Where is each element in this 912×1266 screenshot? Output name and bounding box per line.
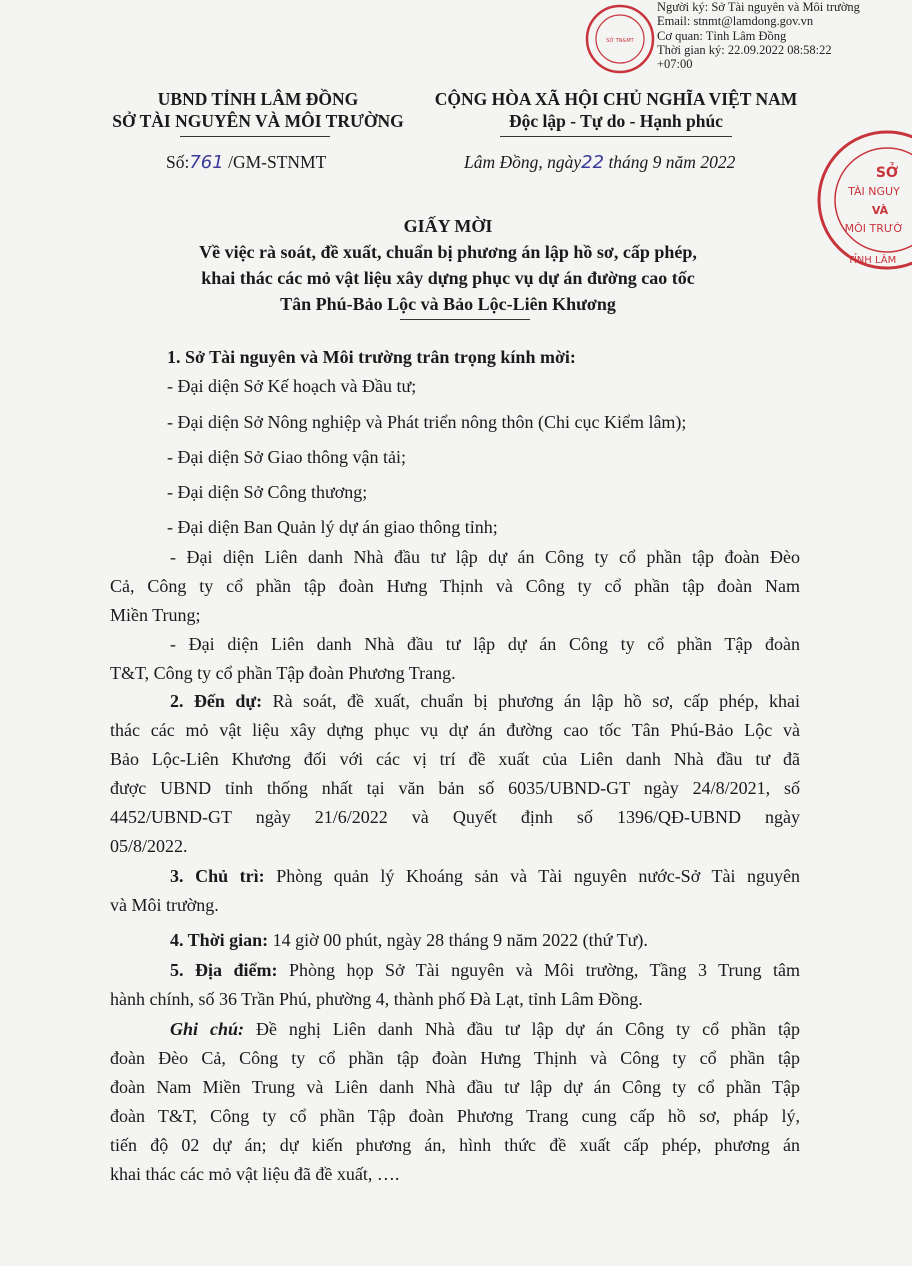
section4-label: 4. Thời gian:: [170, 930, 269, 950]
section3-label: 3. Chủ trì:: [170, 866, 265, 886]
number-suffix: /GM-STNMT: [223, 152, 327, 172]
note-line3: đoàn Nam Miền Trung và Liên danh Nhà đầu tư lập dự án Công ty cổ phần Tập: [110, 1077, 800, 1097]
note-line6: khai thác các mỏ vật liệu đã đề xuất, ….: [110, 1164, 400, 1184]
invitee-4: - Đại diện Sở Công thương;: [167, 482, 368, 502]
signature-signer: Người ký: Sở Tài nguyên và Môi trường: [657, 0, 860, 14]
nation-motto: Độc lập - Tự do - Hạnh phúc: [509, 111, 723, 131]
section2-line6: 05/8/2022.: [110, 836, 188, 856]
section2-line4: được UBND tỉnh thống nhất tại văn bản số 6035/UBND-GT ngày 24/8/2021, số: [110, 778, 800, 798]
section2-line1: 2. Đến dự: Rà soát, đề xuất, chuẩn bị phương án lập hồ sơ, cấp phép, khai: [170, 691, 800, 711]
section1-heading: 1. Sở Tài nguyên và Môi trường trân trọng kính mời:: [167, 347, 576, 367]
digital-signature-info: [657, 0, 860, 71]
note-line2: đoàn Đèo Cả, Công ty cổ phần tập đoàn Hưng Thịnh và Công ty cổ phần tập: [110, 1048, 800, 1068]
issuer-underline: [180, 136, 330, 137]
number-prefix: Số:: [166, 152, 190, 172]
note-line1: Ghi chú: Đề nghị Liên danh Nhà đầu tư lập dự án Công ty cổ phần tập: [170, 1019, 800, 1039]
date-day-handwritten: 22: [581, 152, 605, 173]
signature-timezone: +07:00: [657, 57, 693, 72]
document-date: [464, 152, 735, 173]
date-suffix: tháng 9 năm 2022: [604, 152, 736, 172]
title-underline: [400, 319, 530, 320]
seal-text-bottom: TỈNH LÂM: [847, 255, 897, 266]
subject-line1: Về việc rà soát, đề xuất, chuẩn bị phương án lập hồ sơ, cấp phép,: [199, 242, 697, 262]
official-seal-small: [585, 4, 655, 74]
section3-line2: và Môi trường.: [110, 895, 219, 915]
section5-line1: 5. Địa điểm: Phòng họp Sở Tài nguyên và Môi trường, Tầng 3 Trung tâm: [170, 960, 800, 980]
seal-text-4: MÔI TRƯỜ: [844, 222, 904, 235]
invitee-3: - Đại diện Sở Giao thông vận tải;: [167, 447, 406, 467]
section2-line3: Bảo Lộc-Liên Khương đối với các vị trí đề xuất của Liên danh Nhà đầu tư đã: [110, 749, 800, 769]
motto-underline: [500, 136, 732, 137]
invitee-6-line1: - Đại diện Liên danh Nhà đầu tư lập dự án Công ty cổ phần tập đoàn Đèo: [170, 547, 800, 567]
number-handwritten: 761: [189, 152, 224, 173]
issuer-line2: SỞ TÀI NGUYÊN VÀ MÔI TRƯỜNG: [112, 111, 404, 131]
document-number: [166, 152, 326, 173]
section3-line1: 3. Chủ trì: Phòng quản lý Khoáng sản và Tài nguyên nước-Sở Tài nguyên: [170, 866, 801, 886]
section2-line2: thác các mỏ vật liệu xây dựng phục vụ dự án đường cao tốc Tân Phú-Bảo Lộc và: [110, 720, 800, 740]
signature-agency: Cơ quan: Tỉnh Lâm Đồng: [657, 28, 787, 43]
seal-text-2: TÀI NGUY: [848, 185, 900, 198]
invitee-5: - Đại diện Ban Quản lý dự án giao thông tỉnh;: [167, 517, 498, 537]
section4-line1: 4. Thời gian: 14 giờ 00 phút, ngày 28 tháng 9 năm 2022 (thứ Tư).: [170, 930, 648, 950]
invitee-2: - Đại diện Sở Nông nghiệp và Phát triển nông thôn (Chi cục Kiểm lâm);: [167, 412, 687, 432]
invitee-7-line2: T&T, Công ty cổ phần Tập đoàn Phương Trang.: [110, 663, 456, 683]
note-label: Ghi chú:: [170, 1019, 244, 1039]
seal-text-1: SỞ: [875, 165, 899, 181]
invitee-6-line2: Cả, Công ty cổ phần tập đoàn Hưng Thịnh và Công ty cổ phần tập đoàn Nam: [110, 576, 800, 596]
section2-line5: 4452/UBND-GT ngày 21/6/2022 và Quyết định số 1396/QĐ-UBND ngày: [110, 807, 800, 827]
subject-line2: khai thác các mỏ vật liệu xây dựng phục vụ dự án đường cao tốc: [201, 268, 695, 288]
invitee-6-line3: Miền Trung;: [110, 605, 201, 625]
section2-label: 2. Đến dự:: [170, 691, 263, 711]
seal-text-3: VÀ: [871, 204, 889, 217]
nation-title: CỘNG HÒA XÃ HỘI CHỦ NGHĨA VIỆT NAM: [434, 89, 798, 109]
subject-line3: Tân Phú-Bảo Lộc và Bảo Lộc-Liên Khương: [280, 294, 616, 314]
signature-time: Thời gian ký: 22.09.2022 08:58:22: [657, 42, 832, 57]
invitee-1: - Đại diện Sở Kế hoạch và Đầu tư;: [167, 376, 417, 396]
date-prefix: Lâm Đồng, ngày: [464, 152, 582, 172]
issuer-line1: UBND TỈNH LÂM ĐỒNG: [157, 89, 359, 109]
note-line4: đoàn T&T, Công ty cổ phần Tập đoàn Phương Trang cung cấp hồ sơ, pháp lý,: [110, 1106, 800, 1126]
section5-label: 5. Địa điểm:: [170, 960, 278, 980]
svg-text:SỞ TN&MT: SỞ TN&MT: [606, 38, 634, 44]
note-line5: tiến độ 02 dự án; dự kiến phương án, hình thức đề xuất cấp phép, phương án: [110, 1135, 800, 1155]
section5-line2: hành chính, số 36 Trần Phú, phường 4, thành phố Đà Lạt, tỉnh Lâm Đồng.: [110, 989, 643, 1009]
invitee-7-line1: - Đại diện Liên danh Nhà đầu tư lập dự án Công ty cổ phần Tập đoàn: [170, 634, 800, 654]
document-title: GIẤY MỜI: [403, 216, 493, 236]
signature-email: Email: stnmt@lamdong.gov.vn: [657, 14, 814, 29]
